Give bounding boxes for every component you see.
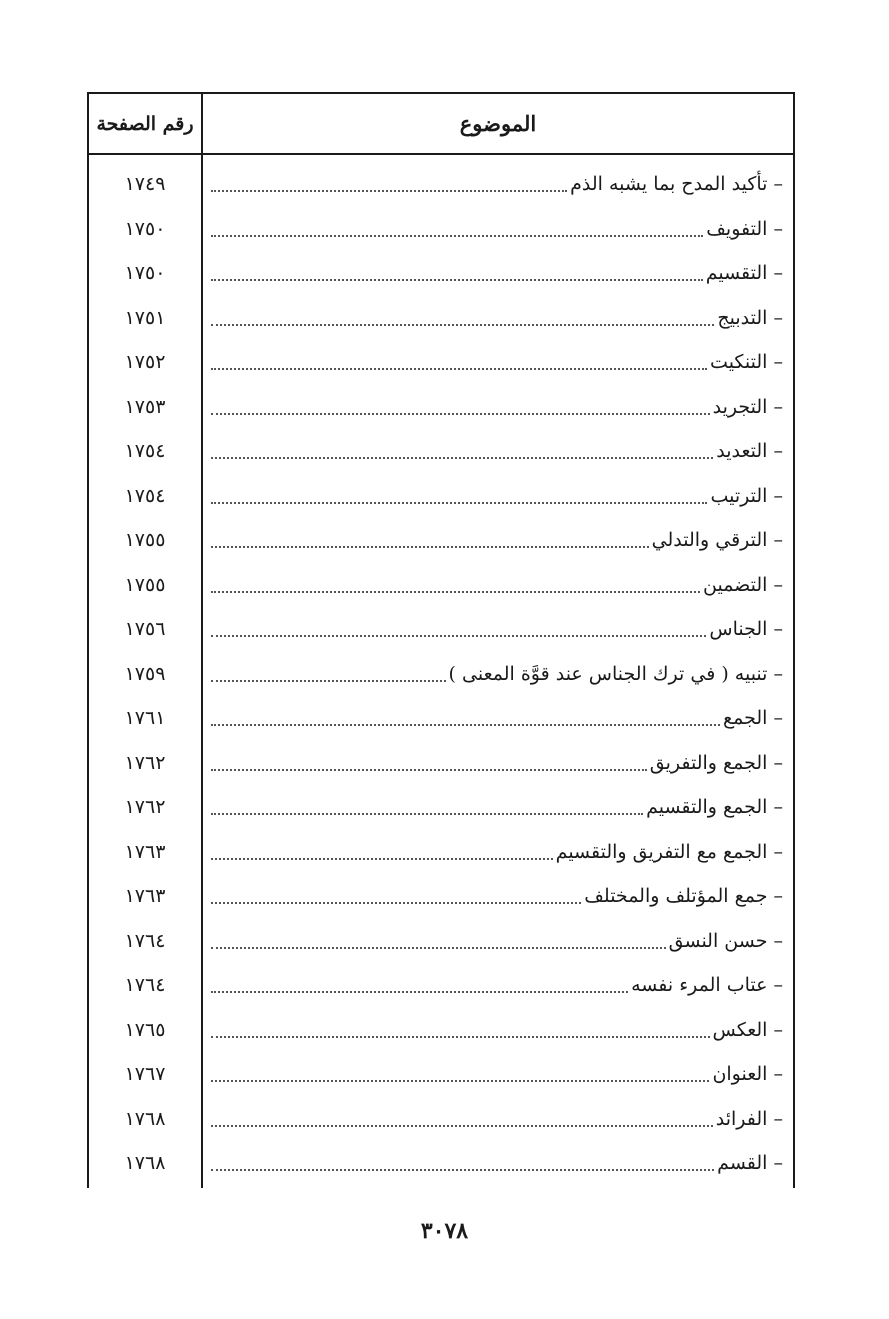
dot-leader [211,1125,713,1127]
entry-title: – الترتيب [710,484,783,507]
table-row [89,1141,793,1186]
entry-title: – الترقي والتدلي [651,529,783,552]
table-row [89,696,793,741]
dot-leader [211,769,647,771]
table-row [89,830,793,875]
entry-page-number: ١٧٥٠ [124,262,166,285]
entry-title: – التجريد [712,395,783,418]
entry-topic [211,830,783,875]
entry-title: – الفرائد [715,1107,783,1130]
table-row [89,652,793,697]
entry-topic [211,696,783,741]
entry-page-number: ١٧٦٧ [124,1063,166,1086]
table-row [89,607,793,652]
dot-leader [211,457,713,459]
dot-leader [211,947,666,949]
table-row [89,429,793,474]
page-number: ٣٠٧٨ [420,1218,469,1244]
entry-page-number: ١٧٥٢ [124,351,166,374]
entry-title: – العنوان [712,1063,783,1086]
entry-topic [211,563,783,608]
entry-page-number: ١٧٥٩ [124,662,166,685]
entry-topic [211,296,783,341]
table-row [89,1097,793,1142]
entry-title: – الجمع [723,707,783,730]
dot-leader [211,546,649,548]
toc-entries [89,162,793,1186]
dot-leader [211,680,446,682]
entry-topic [211,162,783,207]
dot-leader [211,858,553,860]
entry-title: – التعديد [716,440,783,463]
entry-page-number: ١٧٦٨ [124,1107,166,1130]
entry-title: – الجمع مع التفريق والتقسيم [555,840,783,863]
entry-title: – التدبيج [717,306,783,329]
entry-topic [211,1052,783,1097]
entry-topic [211,741,783,786]
entry-title: – حسن النسق [668,929,783,952]
entry-topic [211,1008,783,1053]
dot-leader [211,724,720,726]
entry-topic [211,429,783,474]
entry-topic [211,607,783,652]
dot-leader [211,368,707,370]
table-row [89,741,793,786]
entry-topic [211,963,783,1008]
table-row [89,251,793,296]
entry-title: – تنبيه ( في ترك الجناس عند قوَّة المعنى ) [448,662,783,685]
entry-topic [211,652,783,697]
entry-topic [211,1141,783,1186]
table-row [89,474,793,519]
entry-page-number: ١٧٤٩ [124,173,166,196]
entry-topic [211,874,783,919]
entry-title: – عتاب المرء نفسه [631,974,783,997]
dot-leader [211,635,706,637]
entry-page-number: ١٧٥٠ [124,217,166,240]
table-row [89,340,793,385]
entry-page-number: ١٧٦٥ [124,1018,166,1041]
entry-page-number: ١٧٥٤ [124,484,166,507]
entry-page-number: ١٧٥٤ [124,440,166,463]
dot-leader [211,413,710,415]
dot-leader [211,991,628,993]
entry-title: – جمع المؤتلف والمختلف [584,885,783,908]
entry-page-number: ١٧٥٣ [124,395,166,418]
entry-page-number: ١٧٥٦ [124,618,166,641]
table-row [89,563,793,608]
table-row [89,518,793,563]
table-row [89,785,793,830]
table-row [89,963,793,1008]
entry-title: – التقسيم [705,262,783,285]
entry-topic [211,518,783,563]
table-row [89,874,793,919]
entry-page-number: ١٧٦٢ [124,796,166,819]
entry-title: – الجمع والتفريق [649,751,783,774]
dot-leader [211,1169,714,1171]
dot-leader [211,902,581,904]
entry-page-number: ١٧٦٤ [124,929,166,952]
table-row [89,385,793,430]
entry-title: – العكس [712,1018,783,1041]
table-row [89,296,793,341]
entry-topic [211,207,783,252]
entry-topic [211,785,783,830]
entry-title: – التفويف [706,217,783,240]
entry-topic [211,474,783,519]
entry-page-number: ١٧٦١ [124,707,166,730]
entry-page-number: ١٧٦٣ [124,885,166,908]
dot-leader [211,1080,709,1082]
table-row [89,919,793,964]
entry-page-number: ١٧٦٤ [124,974,166,997]
entry-topic [211,919,783,964]
table-row [89,162,793,207]
entry-page-number: ١٧٥٥ [124,529,166,552]
entry-page-number: ١٧٦٣ [124,840,166,863]
dot-leader [211,813,643,815]
entry-title: – الجناس [709,618,783,641]
dot-leader [211,279,703,281]
entry-title: – التنكيت [710,351,783,374]
entry-page-number: ١٧٦٨ [124,1152,166,1175]
entry-title: – القسم [717,1152,783,1175]
entry-page-number: ١٧٥١ [124,306,166,329]
entry-page-number: ١٧٦٢ [124,751,166,774]
dot-leader [211,502,707,504]
dot-leader [211,190,567,192]
header-topic-label: الموضوع [459,111,537,136]
entry-page-number: ١٧٥٥ [124,573,166,596]
table-row [89,207,793,252]
entry-title: – الجمع والتقسيم [646,796,783,819]
dot-leader [211,591,700,593]
dot-leader [211,235,703,237]
entry-title: – تأكيد المدح بما يشبه الذم [570,173,783,196]
dot-leader [211,1036,710,1038]
dot-leader [211,324,714,326]
table-header [89,94,793,155]
table-row [89,1052,793,1097]
entry-topic [211,340,783,385]
entry-title: – التضمين [703,573,783,596]
table-row [89,1008,793,1053]
entry-topic [211,1097,783,1142]
entry-topic [211,251,783,296]
toc-table [87,92,795,1188]
entry-topic [211,385,783,430]
header-page-label: رقم الصفحة [96,112,194,135]
